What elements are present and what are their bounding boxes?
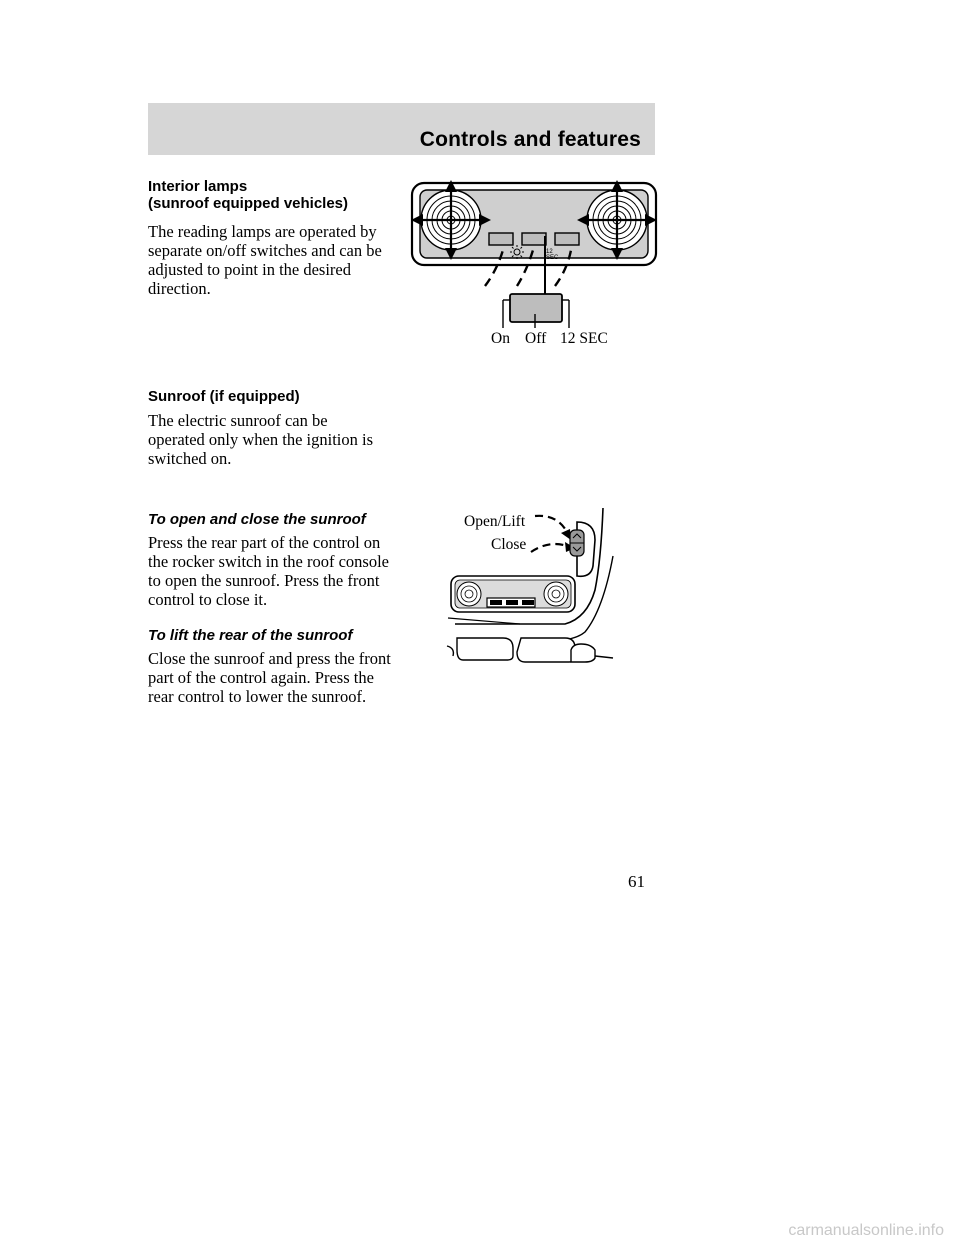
close-label: Close [491, 536, 527, 553]
off-switch-icon [522, 233, 546, 245]
timer-marking-top: 12 [546, 249, 553, 255]
lift-rear-body: Close the sunroof and press the front part of the control again. Press the rear control to lower the sunroof. [148, 649, 391, 706]
timer-switch-icon [555, 233, 579, 245]
section-title: Controls and features [419, 128, 641, 151]
timer-marking-bottom: SEC [546, 255, 559, 261]
12-sec-label: 12 SEC [560, 330, 608, 347]
page-number: 61 [628, 872, 645, 891]
open-close-body: Press the rear part of the control on the rocker switch in the roof console to open the sunroof. Press the front control to close it. [148, 533, 390, 609]
open-close-heading: To open and close the sunroof [148, 511, 366, 528]
sunroof-body: The electric sunroof can be operated only when the ignition is switched on. [148, 411, 373, 468]
sunroof-switch-figure [445, 500, 620, 668]
sunroof-rocker-switch-icon [570, 522, 595, 576]
interior-lamps-body: The reading lamps are operated by separate on/off switches and can be adjusted to point in the desired direction. [148, 222, 382, 298]
on-label: On [491, 330, 510, 347]
enlarged-switch-icon [510, 294, 562, 322]
reading-lamp-console-figure [405, 178, 665, 350]
interior-lamps-heading [148, 178, 348, 212]
sunroof-heading: Sunroof (if equipped) [148, 388, 300, 405]
interior-lamps-heading-line2: (sunroof equipped vehicles) [148, 195, 349, 212]
watermark-text: carmanualsonline.info [788, 1222, 944, 1239]
page-header [148, 103, 655, 155]
interior-lamps-heading-line1: Interior lamps [148, 178, 248, 195]
off-label: Off [525, 330, 547, 347]
open-lift-label: Open/Lift [464, 513, 526, 530]
roof-console-icon [451, 576, 575, 612]
on-switch-icon [489, 233, 513, 245]
lift-rear-heading: To lift the rear of the sunroof [148, 627, 353, 644]
